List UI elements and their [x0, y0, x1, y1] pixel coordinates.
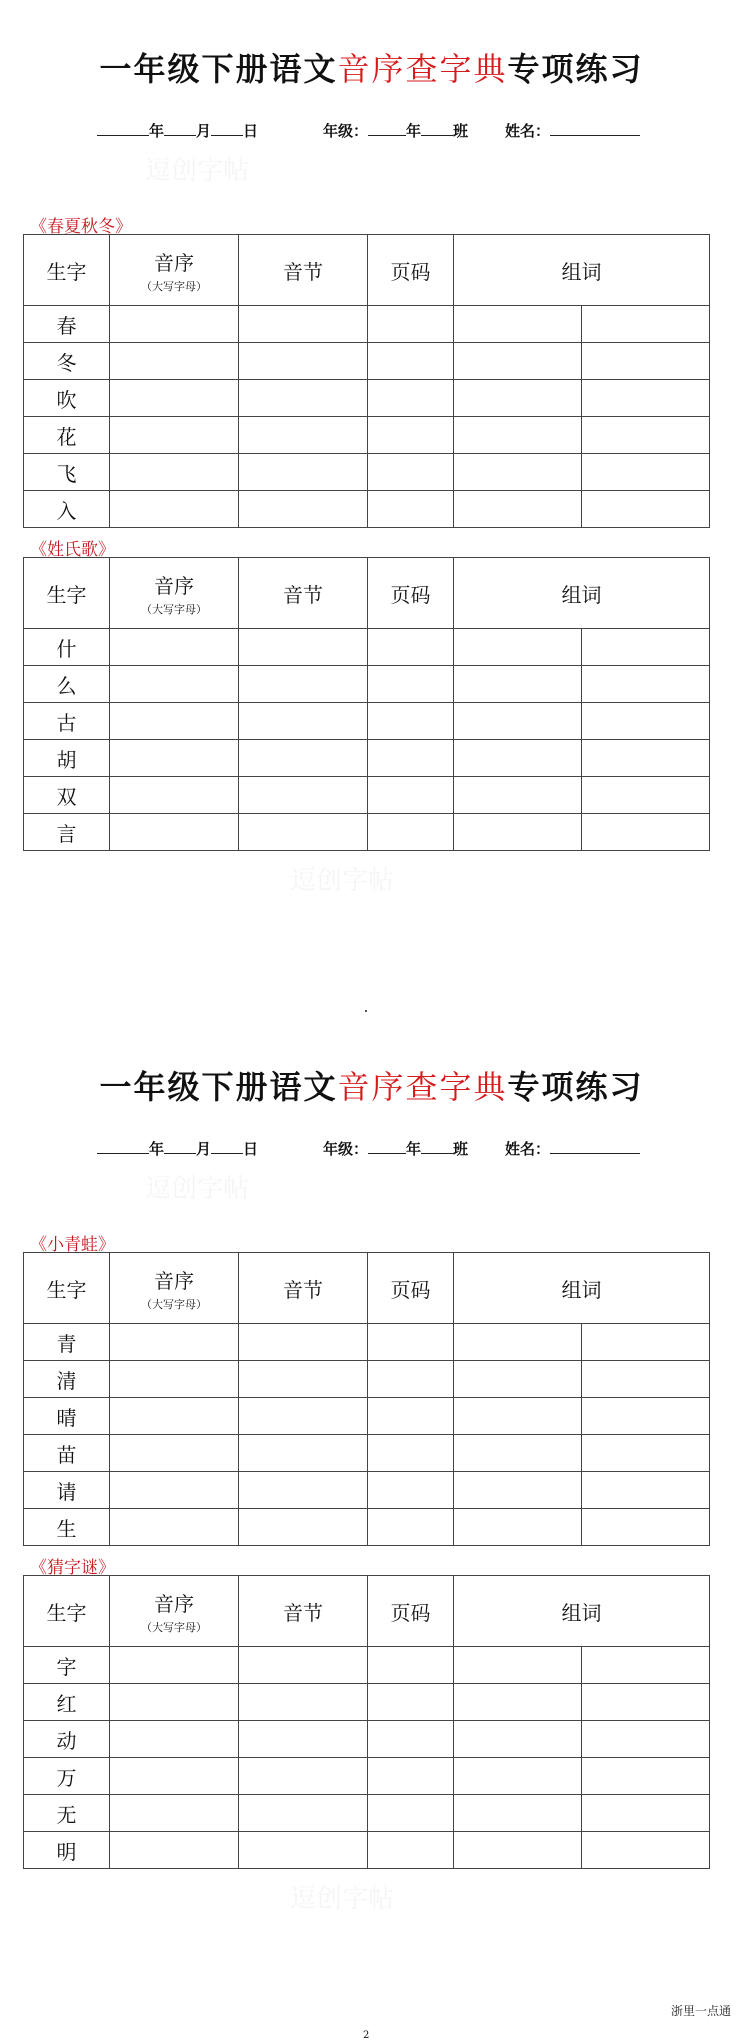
page-break-dot [365, 1010, 367, 1012]
title-prefix: 一年级下册语文 [99, 1068, 338, 1106]
table-row: 古 [24, 703, 710, 740]
title-suffix: 专项练习 [507, 50, 644, 88]
header-char: 生字 [24, 1576, 110, 1647]
header-char: 生字 [24, 235, 110, 306]
header-page: 页码 [368, 235, 454, 306]
table-row: 吹 [24, 380, 710, 417]
table-row: 生 [24, 1509, 710, 1546]
table-row: 胡 [24, 740, 710, 777]
table-row: 清 [24, 1361, 710, 1398]
table-row: 什 [24, 629, 710, 666]
header-syllable: 音节 [239, 235, 368, 306]
header-words: 组词 [454, 1576, 710, 1647]
header-page: 页码 [368, 1576, 454, 1647]
title-prefix: 一年级下册语文 [99, 50, 338, 88]
name-field[interactable]: 姓名： [505, 120, 640, 141]
grade-field[interactable]: 年级： 年 班 [323, 122, 469, 140]
table-row: 无 [24, 1795, 710, 1832]
lesson-title: 《小青蛙》 [30, 1235, 115, 1255]
title-highlight: 音序查字典 [337, 1068, 508, 1106]
header-words: 组词 [454, 558, 710, 629]
lesson-title: 《猜字谜》 [30, 1558, 115, 1578]
table-row: 苗 [24, 1435, 710, 1472]
table-row: 飞 [24, 454, 710, 491]
table-row: 万 [24, 1758, 710, 1795]
header-syllable: 音节 [239, 1253, 368, 1324]
name-field[interactable]: 姓名： [505, 1138, 640, 1159]
header-words: 组词 [454, 235, 710, 306]
worksheet-title [0, 44, 743, 90]
header-page: 页码 [368, 558, 454, 629]
page-1 [0, 0, 743, 1018]
header-order: 音序 （大写字母） [110, 1576, 239, 1647]
table-row: 冬 [24, 343, 710, 380]
header-syllable: 音节 [239, 558, 368, 629]
header-syllable: 音节 [239, 1576, 368, 1647]
table-row: 花 [24, 417, 710, 454]
table-row: 字 [24, 1647, 710, 1684]
table-row: 么 [24, 666, 710, 703]
grade-field[interactable]: 年级： 年 班 [323, 1140, 469, 1158]
table-row: 春 [24, 306, 710, 343]
title-suffix: 专项练习 [507, 1068, 644, 1106]
table-row: 入 [24, 491, 710, 528]
table-row: 晴 [24, 1398, 710, 1435]
page-2 [0, 1018, 743, 2036]
watermark [145, 1168, 249, 1205]
date-field[interactable]: 年 月 日 [97, 1138, 258, 1159]
table-row: 青 [24, 1324, 710, 1361]
header-order: 音序 （大写字母） [110, 558, 239, 629]
header-words: 组词 [454, 1253, 710, 1324]
header-order: 音序 （大写字母） [110, 235, 239, 306]
table-row: 动 [24, 1721, 710, 1758]
lesson-title: 《姓氏歌》 [30, 540, 115, 560]
header-order: 音序 （大写字母） [110, 1253, 239, 1324]
table-row: 明 [24, 1832, 710, 1869]
watermark [290, 860, 394, 897]
date-field[interactable]: 年 月 日 [97, 120, 258, 141]
watermark [145, 150, 249, 187]
worksheet-title [0, 1062, 743, 1108]
practice-table [23, 1252, 710, 1546]
watermark [290, 1878, 394, 1915]
lesson-title: 《春夏秋冬》 [30, 217, 132, 237]
header-page: 页码 [368, 1253, 454, 1324]
practice-table [23, 557, 710, 851]
practice-table [23, 234, 710, 528]
table-row: 双 [24, 777, 710, 814]
title-highlight: 音序查字典 [337, 50, 508, 88]
footer-brand: 浙里一点通 [670, 2004, 731, 2018]
practice-table [23, 1575, 710, 1869]
table-row: 请 [24, 1472, 710, 1509]
header-char: 生字 [24, 1253, 110, 1324]
table-row: 言 [24, 814, 710, 851]
header-char: 生字 [24, 558, 110, 629]
page-number: 2 [363, 2030, 370, 2041]
table-row: 红 [24, 1684, 710, 1721]
